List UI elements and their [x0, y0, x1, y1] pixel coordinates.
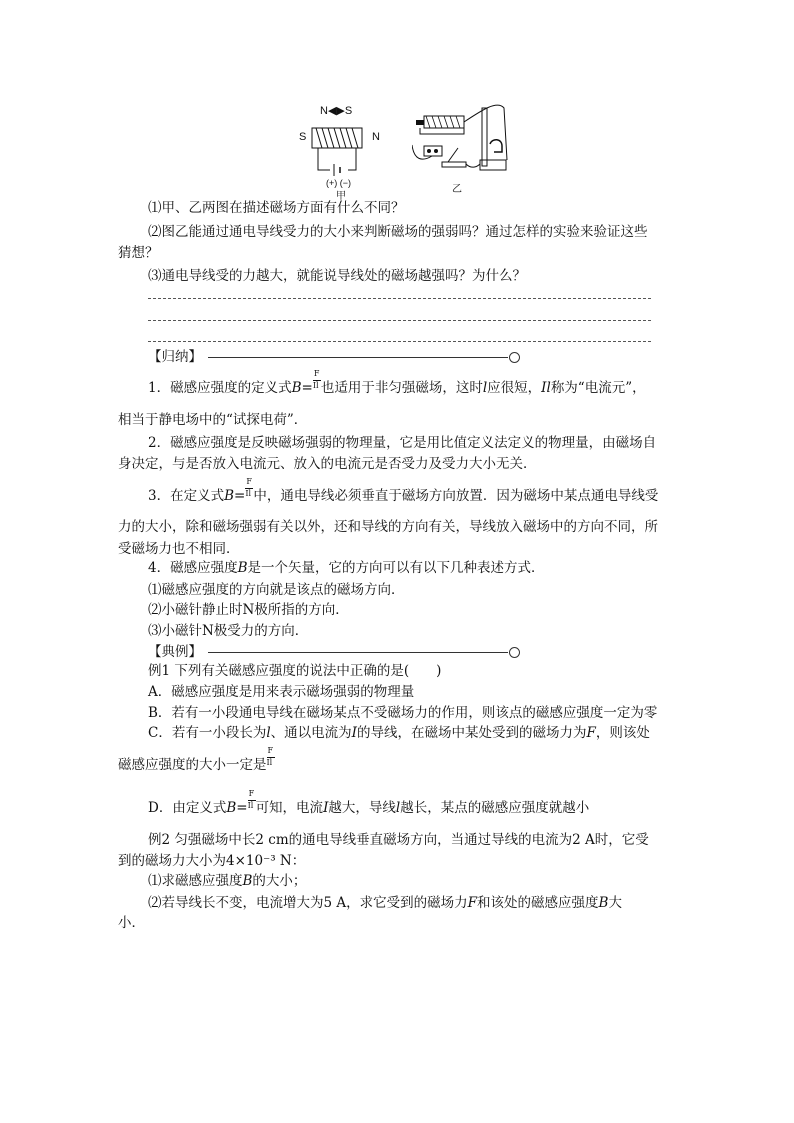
example-2-q1: ⑴求磁感应强度B的大小； [148, 873, 307, 889]
examples-header [148, 640, 520, 660]
solenoid-left-pole: S [299, 131, 307, 143]
summary-item-3-cont2: 受磁场力也不相同． [118, 541, 240, 557]
summary-item-4a: ⑴磁感应强度的方向就是该点的磁场方向． [148, 582, 405, 598]
summary-item-4: 4．磁感应强度B是一个矢量，它的方向可以有以下几种表述方式． [148, 560, 545, 576]
summary-item-2: 2．磁感应强度是反映磁场强弱的物理量，它是用比值定义法定义的物理量，由磁场自 [148, 435, 657, 451]
circle-icon [509, 352, 520, 363]
fraction-f-il: $\frac{F}{Il}$ [247, 789, 255, 810]
answer-line-2 [148, 320, 651, 321]
example-1-option-d: D．由定义式B= $\frac{F}{Il}$ 可知，电流I越大，导线l越长，某点的磁感应强度就越小 [148, 789, 590, 816]
figure-yi-caption: 乙 [452, 184, 462, 195]
summary-item-1-cont: 相当于静电场中的“试探电荷”． [118, 412, 308, 428]
fraction-f-il: $\frac{F}{Il}$ [266, 746, 274, 767]
question-3: ⑶通电导线受的力越大，就能说导线处的磁场越强吗？为什么？ [148, 268, 526, 284]
example-1-option-c: C．若有一小段长为l、通以电流为I的导线，在磁场中某处受到的磁场力为F，则该处 [148, 725, 650, 741]
summary-header [148, 345, 520, 365]
question-1: ⑴甲、乙两图在描述磁场方面有什么不同？ [148, 200, 405, 216]
answer-line-3 [148, 341, 651, 342]
summary-item-2-cont: 身决定，与是否放入电流元、放入的电流元是否受力及受力大小无关． [118, 456, 537, 472]
solenoid-right-pole: N [372, 131, 380, 143]
summary-item-4c: ⑶小磁针N极受力的方向． [148, 623, 309, 639]
question-2-line2: 猜想？ [118, 245, 159, 261]
question-2-line1: ⑵图乙能通过通电导线受力的大小来判断磁场的强弱吗？通过怎样的实验来验证这些 [148, 224, 648, 240]
fraction-f-il: $\frac{F}{Il}$ [245, 477, 252, 498]
circle-icon [509, 647, 520, 658]
compass-label: N◀▶S [320, 105, 353, 117]
example-2-line1: 例2 匀强磁场中长2 cm的通电导线垂直磁场方向，当通过导线的电流为2 A时，它受 [148, 832, 649, 848]
summary-title: 【归纳】 [148, 349, 202, 365]
example-2-q2: ⑵若导线长不变，电流增大为5 A，求它受到的磁场力F和该处的磁感应强度B大 [148, 895, 622, 911]
summary-item-1: 1．磁感应强度的定义式B= $\frac{F}{Il}$ 也适用于非匀强磁场，这时l应很短，Il称为“电流元”， [148, 369, 646, 396]
terminal-labels: (+) (−) [326, 178, 352, 188]
figure-area [290, 100, 530, 200]
summary-item-3-cont1: 力的大小，除和磁场强弱有关以外，还和导线的方向有关，导线放入磁场中的方向不同，所 [118, 519, 658, 535]
example-1-stem: 例1 下列有关磁感应强度的说法中正确的是( ) [148, 663, 442, 679]
examples-title: 【典例】 [148, 644, 202, 660]
example-2-line2: 到的磁场力大小为4×10⁻³ N： [118, 853, 306, 869]
example-1-option-b: B．若有一小段通电导线在磁场某点不受磁场力的作用，则该点的磁感应强度一定为零 [148, 705, 658, 721]
fraction-f-il: $\frac{F}{Il}$ [312, 369, 320, 390]
apparatus-diagram [412, 100, 527, 190]
example-2-q2-cont: 小． [118, 915, 145, 931]
summary-item-3: 3．在定义式B= $\frac{F}{Il}$ 中，通电导线必须垂直于磁场方向放置．因为磁场中某点通电导线受 [148, 477, 659, 504]
example-1-option-c-cont: 磁感应强度的大小一定是 $\frac{F}{Il}$ [118, 746, 274, 773]
example-1-option-a: A．磁感应强度是用来表示磁场强弱的物理量 [148, 684, 415, 700]
figure-jia-caption: 甲 [336, 191, 346, 202]
answer-line-1 [148, 298, 651, 299]
summary-item-4b: ⑵小磁针静止时N极所指的方向． [148, 602, 349, 618]
